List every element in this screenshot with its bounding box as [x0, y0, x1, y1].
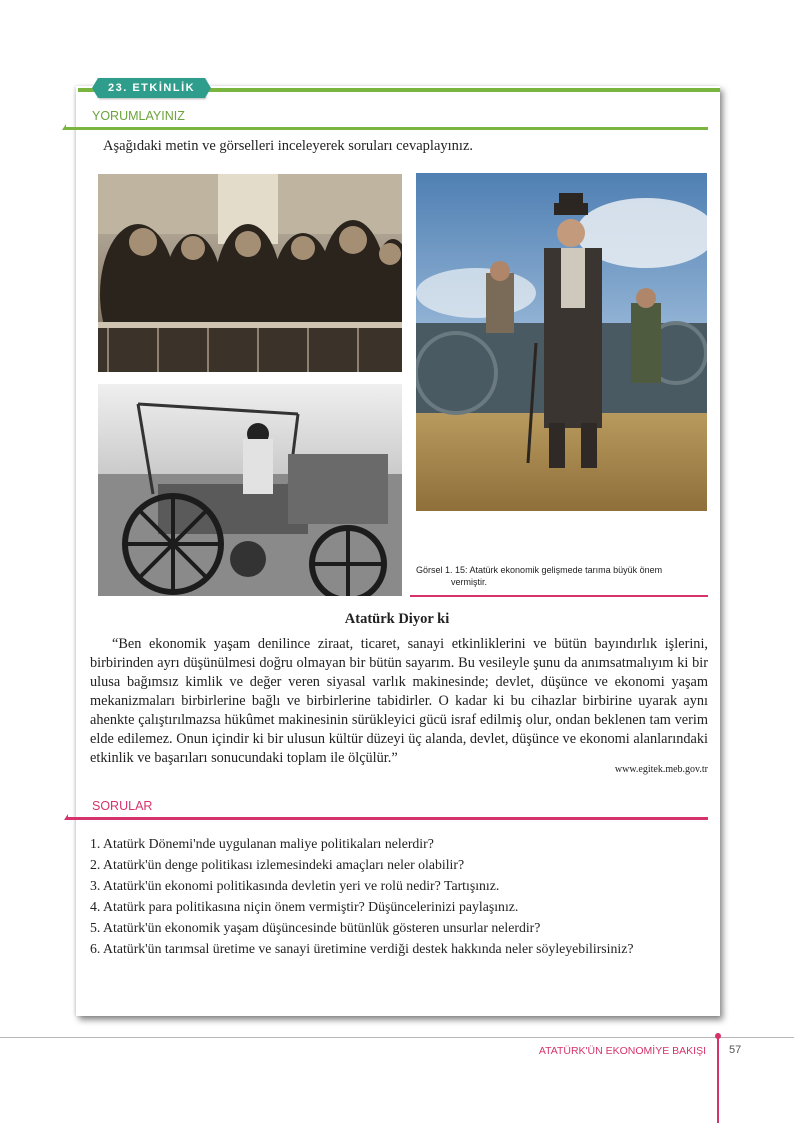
- meeting-photo: [98, 174, 402, 372]
- activity-tag: 23. ETKİNLİK: [98, 78, 205, 98]
- footer-marker: [717, 1033, 719, 1123]
- footer-title: ATATÜRK'ÜN EKONOMİYE BAKIŞI: [538, 1045, 706, 1057]
- caption-rule: [410, 595, 708, 597]
- tractor-photo: [98, 384, 402, 596]
- question-item: 6. Atatürk'ün tarımsal üretime ve sanayi üretimine verdiği destek hakkında neler söyleyebilirsiniz?: [90, 941, 634, 956]
- caption-line-1: Görsel 1. 15: Atatürk ekonomik gelişmede tarıma büyük önem: [416, 565, 663, 575]
- footer-dot: [715, 1033, 721, 1039]
- field-photo: [416, 173, 707, 511]
- questions-title: SORULAR: [92, 799, 153, 813]
- question-item: 1. Atatürk Dönemi'nde uygulanan maliye politikaları nelerdir?: [90, 836, 434, 851]
- caption-line-2: vermiştir.: [451, 577, 487, 587]
- intro-text: Aşağıdaki metin ve görselleri inceleyerek soruları cevaplayınız.: [103, 138, 474, 154]
- quote-title: Atatürk Diyor ki: [344, 611, 450, 627]
- section-title: YORUMLAYINIZ: [92, 109, 185, 123]
- quote-text: “Ben ekonomik yaşam denilince ziraat, ticaret, sanayi etkinliklerini ve bütün bayındırlık işlerini, birbirinden ayrı düşünülmesi doğru olmayan bir bütün sayarım. Bu vesileyle şunu da anımsatmalıyım ki bir ulusa bağımsız kimlik ve değer veren siyasal varlık makinesinde; devlet, düşünce ve ekonomi yaşam mekanizmaları birbirlerine bağlı ve birbirlerine tabidirler. O kadar ki bu cihazlar birbirine uyarak aynı ahenkte çalıştırılmazsa hükûmet makinesinin sürükleyici gücü israf edilmiş olur, ondan beklenen tam verim elde edilemez. Onun içindir ki bir ulusun kültür düzeyi üç alanda, devlet, düşünce ve ekonomi alanlarındaki etkinlik ve başarıları sonucundaki toplam ile ölçülür.”: [90, 636, 708, 766]
- question-item: 3. Atatürk'ün ekonomi politikasında devletin yeri ve rolü nedir? Tartışınız.: [90, 878, 500, 893]
- page-number: 57: [729, 1044, 742, 1056]
- question-item: 5. Atatürk'ün ekonomik yaşam düşüncesinde bütünlük gösteren unsurlar nelerdir?: [90, 920, 541, 935]
- question-item: 2. Atatürk'ün denge politikası izlemesindeki amaçları neler olabilir?: [90, 857, 465, 872]
- question-item: 4. Atatürk para politikasına niçin önem vermiştir? Düşüncelerinizi paylaşınız.: [90, 899, 519, 914]
- photo-caption: [416, 564, 706, 588]
- question-list: [90, 833, 710, 959]
- section-rule: [66, 127, 708, 130]
- questions-rule: [68, 817, 708, 820]
- quote-source: www.egitek.meb.gov.tr: [614, 764, 708, 775]
- footer-divider: [0, 1037, 794, 1038]
